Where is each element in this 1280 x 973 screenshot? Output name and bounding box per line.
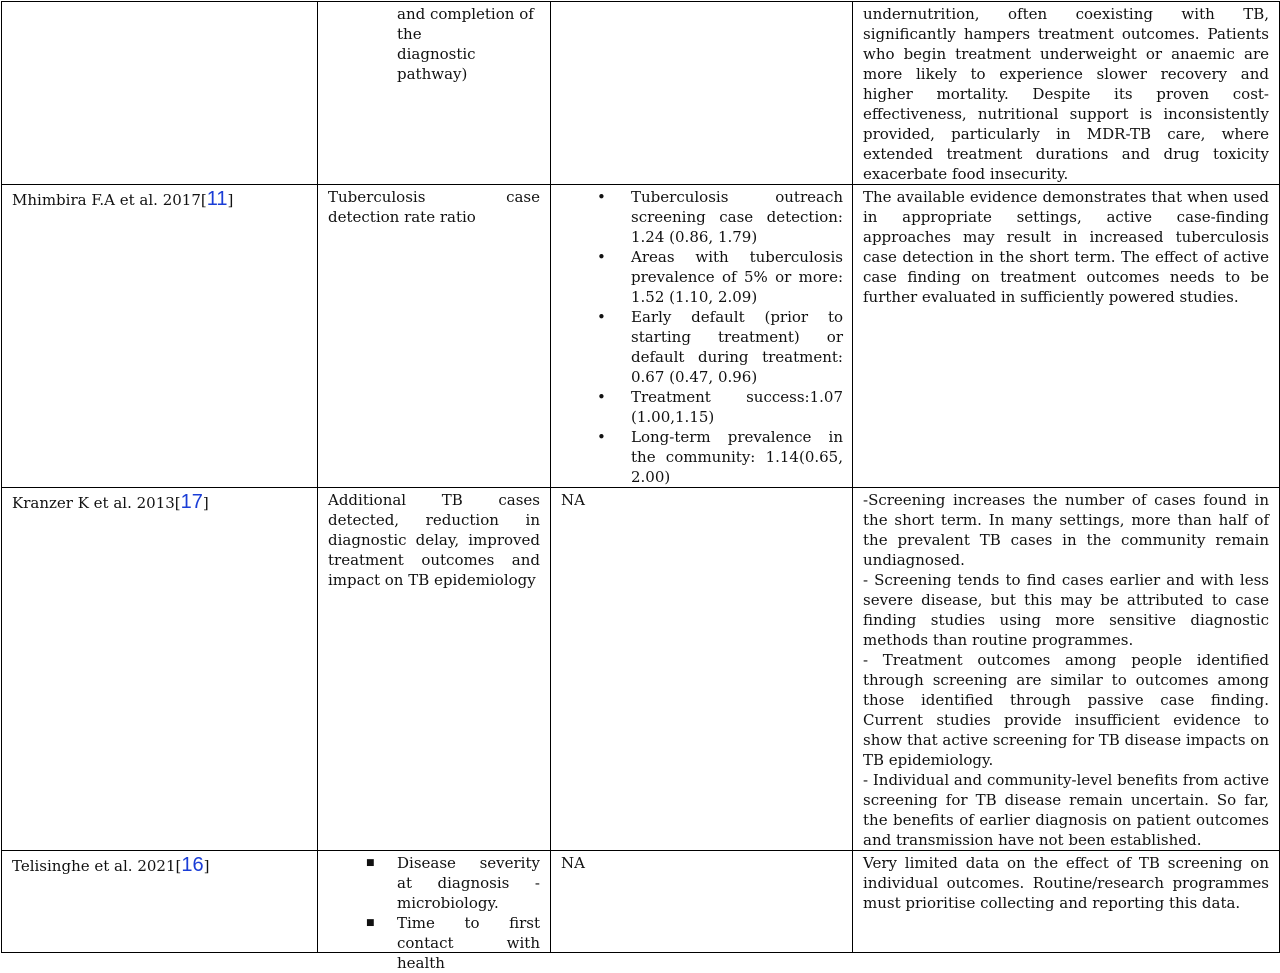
- study-cell: [2, 488, 318, 851]
- outcome-cell: [318, 851, 551, 972]
- conclusion-text: - Individual and community-level benefits from active screening for TB disease remain uncertain. So far, the benefits of earlier diagnosis on patient outcomes and transmission have not been established.: [863, 771, 1269, 849]
- outcome-text: the diagnostic: [397, 25, 476, 63]
- conclusion-text: - Treatment outcomes among people identified through screening are similar to outcomes among those identified through passive case finding. Current studies provide insufficient evidence to show that active screening for TB disease impacts on TB epidemiology.: [863, 651, 1269, 769]
- list-item: • Tuberculosis outreach screening case detection: 1.24 (0.86, 1.79): [597, 188, 843, 246]
- evidence-table: [1, 1, 1280, 972]
- bullet-icon: •: [597, 308, 606, 326]
- square-bullet-icon: ■: [366, 918, 375, 928]
- outcome-cell: [318, 488, 551, 851]
- list-item: ■ Disease severity at diagnosis - microbiology.: [366, 854, 540, 912]
- square-bullet-icon: ■: [366, 858, 375, 868]
- table-row: [2, 2, 1280, 185]
- results-cell: [551, 488, 853, 851]
- study-cell: [2, 2, 318, 185]
- conclusion-text: - Screening tends to find cases earlier and with less severe disease, but this may be attributed to case finding studies using more sensitive diagnostic methods than routine programmes.: [863, 571, 1269, 649]
- study-name: Kranzer K et al. 2013[: [12, 494, 181, 512]
- results-cell: [551, 185, 853, 488]
- results-cell: [551, 2, 853, 185]
- citation-link[interactable]: 11: [206, 188, 228, 210]
- conclusion-text: undernutrition, often coexisting with TB, significantly hampers treatment outcomes. Patients who begin treatment underweight or anaemic are more likely to experience slower recovery and higher mortality. Despite its proven cost-effectiveness, nutritional support is inconsistently provided, particularly in MDR-TB care, where extended treatment durations and drug toxicity exacerbate food insecurity.: [863, 5, 1269, 183]
- bullet-icon: •: [597, 248, 606, 266]
- outcome-cell: [318, 2, 551, 185]
- bullet-icon: •: [597, 188, 606, 206]
- outcome-text: Additional TB cases detected, reduction in diagnostic delay, improved treatment outcomes and impact on TB epidemiology: [328, 491, 540, 589]
- results-text: NA: [561, 854, 585, 872]
- conclusion-text: -Screening increases the number of cases found in the short term. In many settings, more than half of the prevalent TB cases in the community remain undiagnosed.: [863, 491, 1269, 569]
- results-list: [551, 185, 852, 487]
- table-row: [2, 851, 1280, 953]
- conclusion-text: The available evidence demonstrates that when used in appropriate settings, active case-finding approaches may result in increased tuberculosis case detection in the short term. The effect of active case finding on treatment outcomes needs to be further evaluated in sufficiently powered studies.: [863, 188, 1269, 306]
- study-name: Telisinghe et al. 2021[: [12, 857, 182, 875]
- list-item: • Long-term prevalence in the community: 1.14(0.65, 2.00): [597, 428, 843, 486]
- conclusion-cell: [853, 2, 1280, 185]
- list-item: • Treatment success:1.07 (1.00,1.15): [597, 388, 843, 426]
- results-text: NA: [561, 491, 585, 509]
- conclusion-cell: [853, 185, 1280, 488]
- study-cell: [2, 851, 318, 953]
- list-item: • Areas with tuberculosis prevalence of 5% or more: 1.52 (1.10, 2.09): [597, 248, 843, 306]
- study-cell: [2, 185, 318, 488]
- citation-link[interactable]: 16: [181, 854, 204, 876]
- conclusion-text: Very limited data on the effect of TB screening on individual outcomes. Routine/research programmes must prioritise collecting and reporting this data.: [863, 854, 1269, 912]
- outcome-text: pathway): [397, 65, 468, 83]
- study-bracket: ]: [202, 494, 209, 512]
- citation-link[interactable]: 17: [180, 491, 203, 513]
- list-item: ■ Time to first contact with health: [366, 914, 540, 972]
- bullet-icon: •: [597, 428, 606, 446]
- table-row: [2, 185, 1280, 488]
- outcome-cell: [318, 185, 551, 488]
- results-cell: [551, 851, 853, 953]
- conclusion-cell: [853, 488, 1280, 851]
- study-bracket: ]: [203, 857, 210, 875]
- bullet-icon: •: [597, 388, 606, 406]
- list-item: • Early default (prior to starting treatment) or default during treatment: 0.67 (0.47, 0.96): [597, 308, 843, 386]
- table-row: [2, 488, 1280, 851]
- outcome-text: Tuberculosis case detection rate ratio: [328, 188, 540, 226]
- study-bracket: ]: [227, 191, 234, 209]
- outcome-list: [318, 851, 550, 973]
- conclusion-cell: [853, 851, 1280, 953]
- outcome-text: and completion of: [397, 5, 534, 23]
- study-name: Mhimbira F.A et al. 2017[: [12, 191, 207, 209]
